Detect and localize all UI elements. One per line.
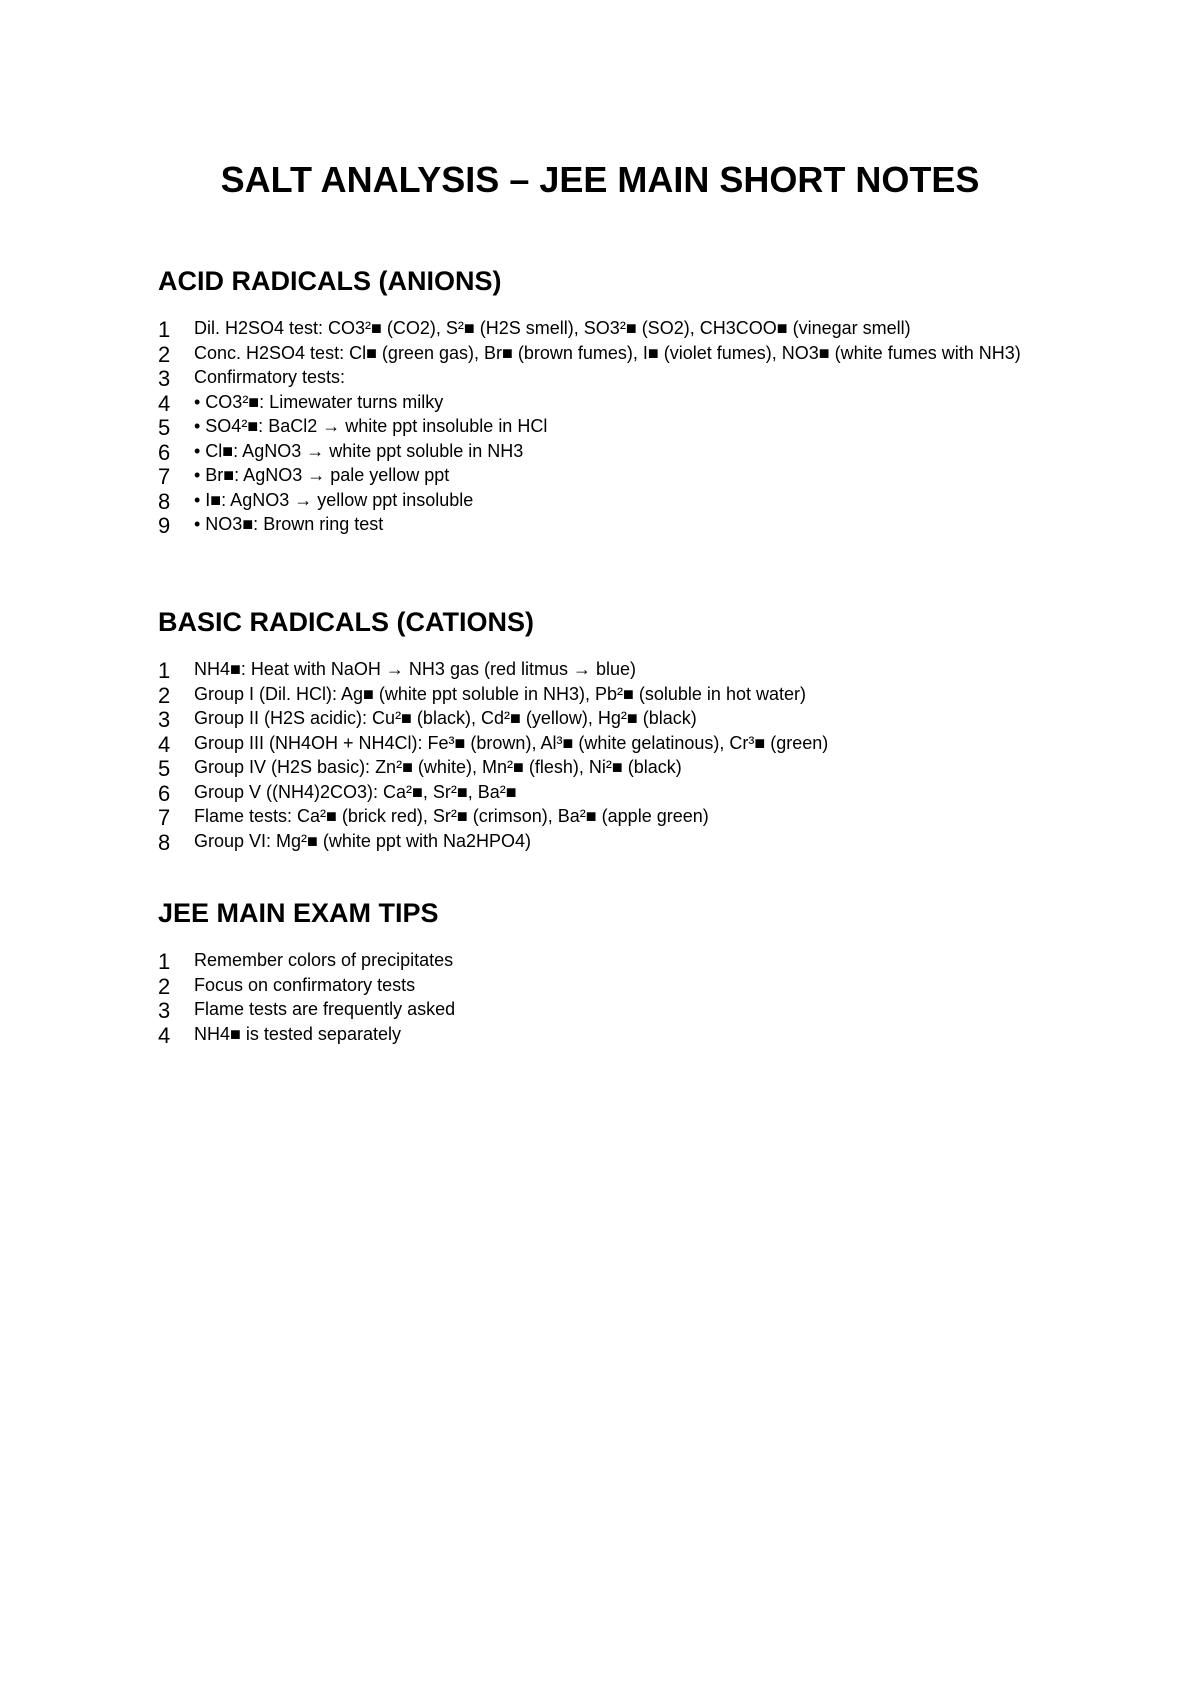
list-item xyxy=(158,1022,1078,1047)
list-item xyxy=(158,341,1078,366)
list-item-text: Group VI: Mg²■ (white ppt with Na2HPO4) xyxy=(194,830,531,851)
list-item-number: 7 xyxy=(158,805,171,830)
list-item-number: 6 xyxy=(158,439,171,465)
list-item-text: NH4■ is tested separately xyxy=(194,1023,401,1044)
list-item xyxy=(158,755,1078,780)
list-item xyxy=(158,463,1078,488)
list-item-text: Group III (NH4OH + NH4Cl): Fe³■ (brown), Al³■ (white gelatinous), Cr³■ (green) xyxy=(194,732,829,753)
list-item xyxy=(158,365,1078,390)
list-item-number: 8 xyxy=(158,488,171,514)
section-heading: BASIC RADICALS (CATIONS) xyxy=(158,607,534,637)
list-item-text: • I■: AgNO3 → yellow ppt insoluble xyxy=(194,489,474,510)
list-item-number: 3 xyxy=(158,366,171,391)
list-item-text: Flame tests are frequently asked xyxy=(194,999,456,1019)
list-item-number: 5 xyxy=(158,415,171,440)
list-item-text: Confirmatory tests: xyxy=(194,367,346,387)
list-item xyxy=(158,731,1078,756)
list-item-number: 1 xyxy=(158,317,171,342)
list-item-number: 3 xyxy=(158,998,171,1023)
list-item xyxy=(158,316,1078,341)
list-item-number: 4 xyxy=(158,390,171,416)
numbered-list xyxy=(158,316,1078,537)
list-item-text: Group II (H2S acidic): Cu²■ (black), Cd²■ (yellow), Hg²■ (black) xyxy=(194,708,697,728)
list-item-text: • Br■: AgNO3 → pale yellow ppt xyxy=(194,465,450,485)
list-item-number: 1 xyxy=(158,658,171,683)
list-item-text: • CO3²■: Limewater turns milky xyxy=(194,391,444,412)
list-item-number: 3 xyxy=(158,707,171,732)
list-item-text: Group I (Dil. HCl): Ag■ (white ppt soluble in NH3), Pb²■ (soluble in hot water) xyxy=(194,683,806,704)
list-item-text: Group IV (H2S basic): Zn²■ (white), Mn²■ (flesh), Ni²■ (black) xyxy=(194,757,682,777)
section-acid-radicals xyxy=(158,264,1078,537)
list-item-number: 2 xyxy=(158,973,171,999)
section-heading: JEE MAIN EXAM TIPS xyxy=(158,898,439,928)
list-item-text: • Cl■: AgNO3 → white ppt soluble in NH3 xyxy=(194,440,524,461)
list-item xyxy=(158,414,1078,439)
list-item xyxy=(158,780,1078,805)
list-item xyxy=(158,706,1078,731)
list-item-text: • NO3■: Brown ring test xyxy=(194,514,384,534)
numbered-list xyxy=(158,948,1078,1046)
list-item-text: Conc. H2SO4 test: Cl■ (green gas), Br■ (brown fumes), I■ (violet fumes), NO3■ (white fumes with NH3) xyxy=(194,342,1021,363)
list-item-number: 2 xyxy=(158,341,171,367)
list-item xyxy=(158,390,1078,415)
list-item xyxy=(158,829,1078,854)
list-item-number: 5 xyxy=(158,756,171,781)
section-basic-radicals xyxy=(158,605,1078,853)
list-item xyxy=(158,682,1078,707)
list-item-number: 9 xyxy=(158,513,171,538)
list-item xyxy=(158,512,1078,537)
list-item-number: 4 xyxy=(158,731,171,757)
list-item-text: Remember colors of precipitates xyxy=(194,950,454,970)
list-item xyxy=(158,657,1078,682)
list-item-text: Group V ((NH4)2CO3): Ca²■, Sr²■, Ba²■ xyxy=(194,781,517,802)
list-item-number: 8 xyxy=(158,829,171,855)
list-item xyxy=(158,973,1078,998)
list-item xyxy=(158,804,1078,829)
list-item-text: Focus on confirmatory tests xyxy=(194,974,416,995)
section-heading: ACID RADICALS (ANIONS) xyxy=(158,266,502,296)
list-item-text: Dil. H2SO4 test: CO3²■ (CO2), S²■ (H2S smell), SO3²■ (SO2), CH3COO■ (vinegar smell) xyxy=(194,318,911,338)
list-item xyxy=(158,439,1078,464)
list-item xyxy=(158,948,1078,973)
list-item-text: Flame tests: Ca²■ (brick red), Sr²■ (crimson), Ba²■ (apple green) xyxy=(194,806,709,826)
list-item xyxy=(158,997,1078,1022)
list-item-number: 1 xyxy=(158,949,171,974)
list-item-number: 2 xyxy=(158,682,171,708)
list-item-number: 6 xyxy=(158,780,171,806)
list-item xyxy=(158,488,1078,513)
document-title: SALT ANALYSIS – JEE MAIN SHORT NOTES xyxy=(220,159,980,200)
list-item-text: NH4■: Heat with NaOH → NH3 gas (red litmus → blue) xyxy=(194,659,637,679)
list-item-number: 4 xyxy=(158,1022,171,1048)
numbered-list xyxy=(158,657,1078,853)
list-item-number: 7 xyxy=(158,464,171,489)
list-item-text: • SO4²■: BaCl2 → white ppt insoluble in HCl xyxy=(194,416,548,436)
section-exam-tips xyxy=(158,896,1078,1046)
